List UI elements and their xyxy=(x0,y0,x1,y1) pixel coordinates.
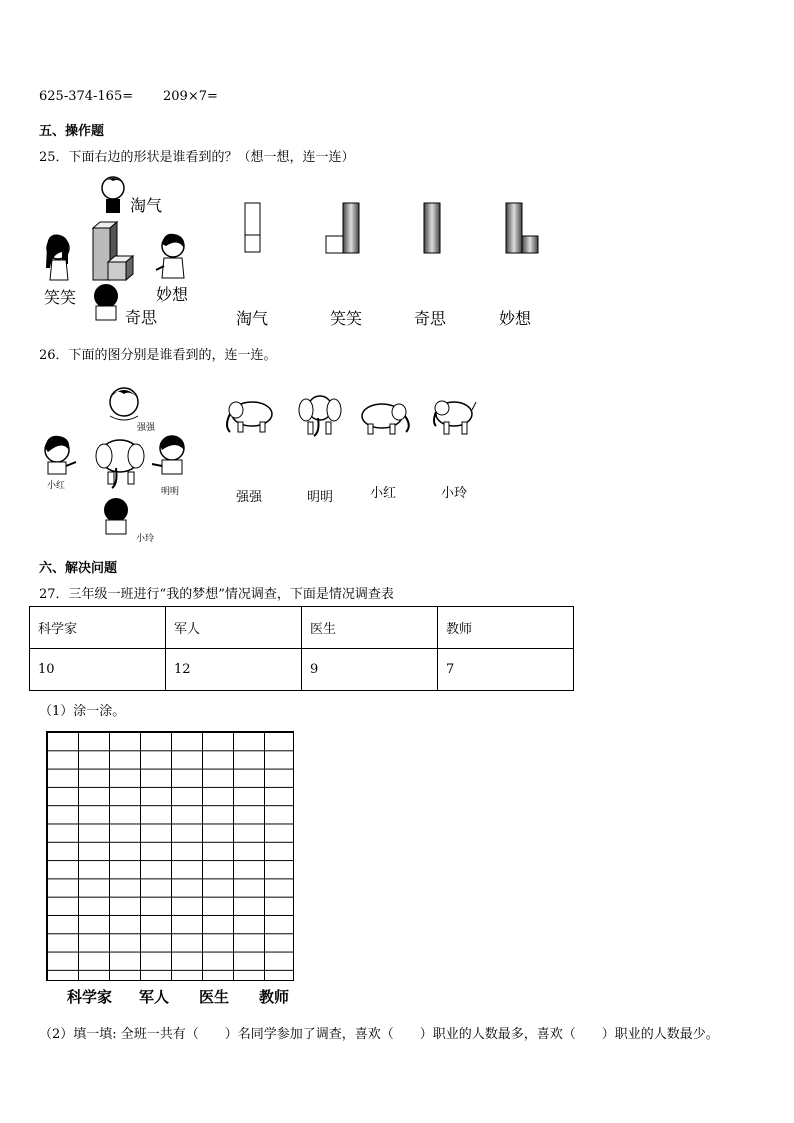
table-header-cell: 军人 xyxy=(166,607,302,649)
table-value-cell: 12 xyxy=(166,649,302,691)
scene-label-qiangqiang: 强强 xyxy=(137,423,156,433)
q26-scene-illustration xyxy=(42,380,202,545)
grid-label-doctor: 医生 xyxy=(199,988,230,1006)
table-value-cell: 9 xyxy=(302,649,438,691)
question-27-part-1: （1）涂一涂。 xyxy=(39,704,126,719)
scene-label-xiaoxiao: 笑笑 xyxy=(44,288,77,307)
question-27-part-2: （2）填一填: 全班一共有（ ）名同学参加了调查，喜欢（ ）职业的人数最多，喜欢（ ）职业的人数最少。 xyxy=(39,1027,719,1042)
calc-expression-2: 209×7= xyxy=(163,89,218,104)
scene-label-qisi: 奇思 xyxy=(125,308,158,327)
answer-label-xiaoling: 小玲 xyxy=(441,486,468,501)
view-shape-2 xyxy=(326,203,359,253)
elephant-view-1 xyxy=(227,402,272,432)
question-27-text: 27．三年级一班进行“我的梦想”情况调查，下面是情况调查表 xyxy=(39,587,394,602)
scene-label-mingming: 明明 xyxy=(161,487,180,497)
table-row xyxy=(30,607,574,649)
grid-label-scientist: 科学家 xyxy=(67,988,113,1006)
elephant-view-4 xyxy=(434,401,476,434)
table-value-cell: 10 xyxy=(30,649,166,691)
table-header-cell: 医生 xyxy=(302,607,438,649)
question-25-text: 25．下面右边的形状是谁看到的？（想一想，连一连） xyxy=(39,150,355,165)
survey-table xyxy=(29,606,574,691)
q26-elephant-views xyxy=(222,392,482,442)
view-shape-3 xyxy=(424,203,440,253)
view-shape-1 xyxy=(245,203,260,252)
answer-label-1: 淘气 xyxy=(236,309,269,328)
elephant-view-3 xyxy=(362,404,409,434)
grid-label-soldier: 军人 xyxy=(139,988,170,1006)
scene-label-xiaohong: 小红 xyxy=(47,481,66,491)
table-header-cell: 科学家 xyxy=(30,607,166,649)
q25-view-shapes xyxy=(240,200,540,256)
answer-label-qiangqiang: 强强 xyxy=(236,490,263,505)
answer-label-3: 奇思 xyxy=(414,309,447,328)
coloring-grid[interactable] xyxy=(46,731,294,981)
section-6-title: 六、解决问题 xyxy=(39,561,118,576)
scene-label-xiaoling: 小玲 xyxy=(136,534,155,544)
table-header-cell: 教师 xyxy=(438,607,574,649)
calc-expression-1: 625-374-165= xyxy=(39,89,134,104)
grid-label-teacher: 教师 xyxy=(259,988,290,1006)
table-value-cell: 7 xyxy=(438,649,574,691)
section-5-title: 五、操作题 xyxy=(39,124,105,139)
elephant-view-2 xyxy=(299,396,341,436)
answer-label-4: 妙想 xyxy=(499,309,532,328)
answer-label-xiaohong: 小红 xyxy=(370,486,397,501)
table-row xyxy=(30,649,574,691)
view-shape-4 xyxy=(506,203,538,253)
answer-label-2: 笑笑 xyxy=(330,309,363,328)
answer-label-mingming: 明明 xyxy=(307,490,334,505)
scene-label-miaoxiang: 妙想 xyxy=(156,285,189,304)
question-26-text: 26．下面的图分别是谁看到的，连一连。 xyxy=(39,348,277,363)
scene-label-taoqi: 淘气 xyxy=(130,196,163,215)
